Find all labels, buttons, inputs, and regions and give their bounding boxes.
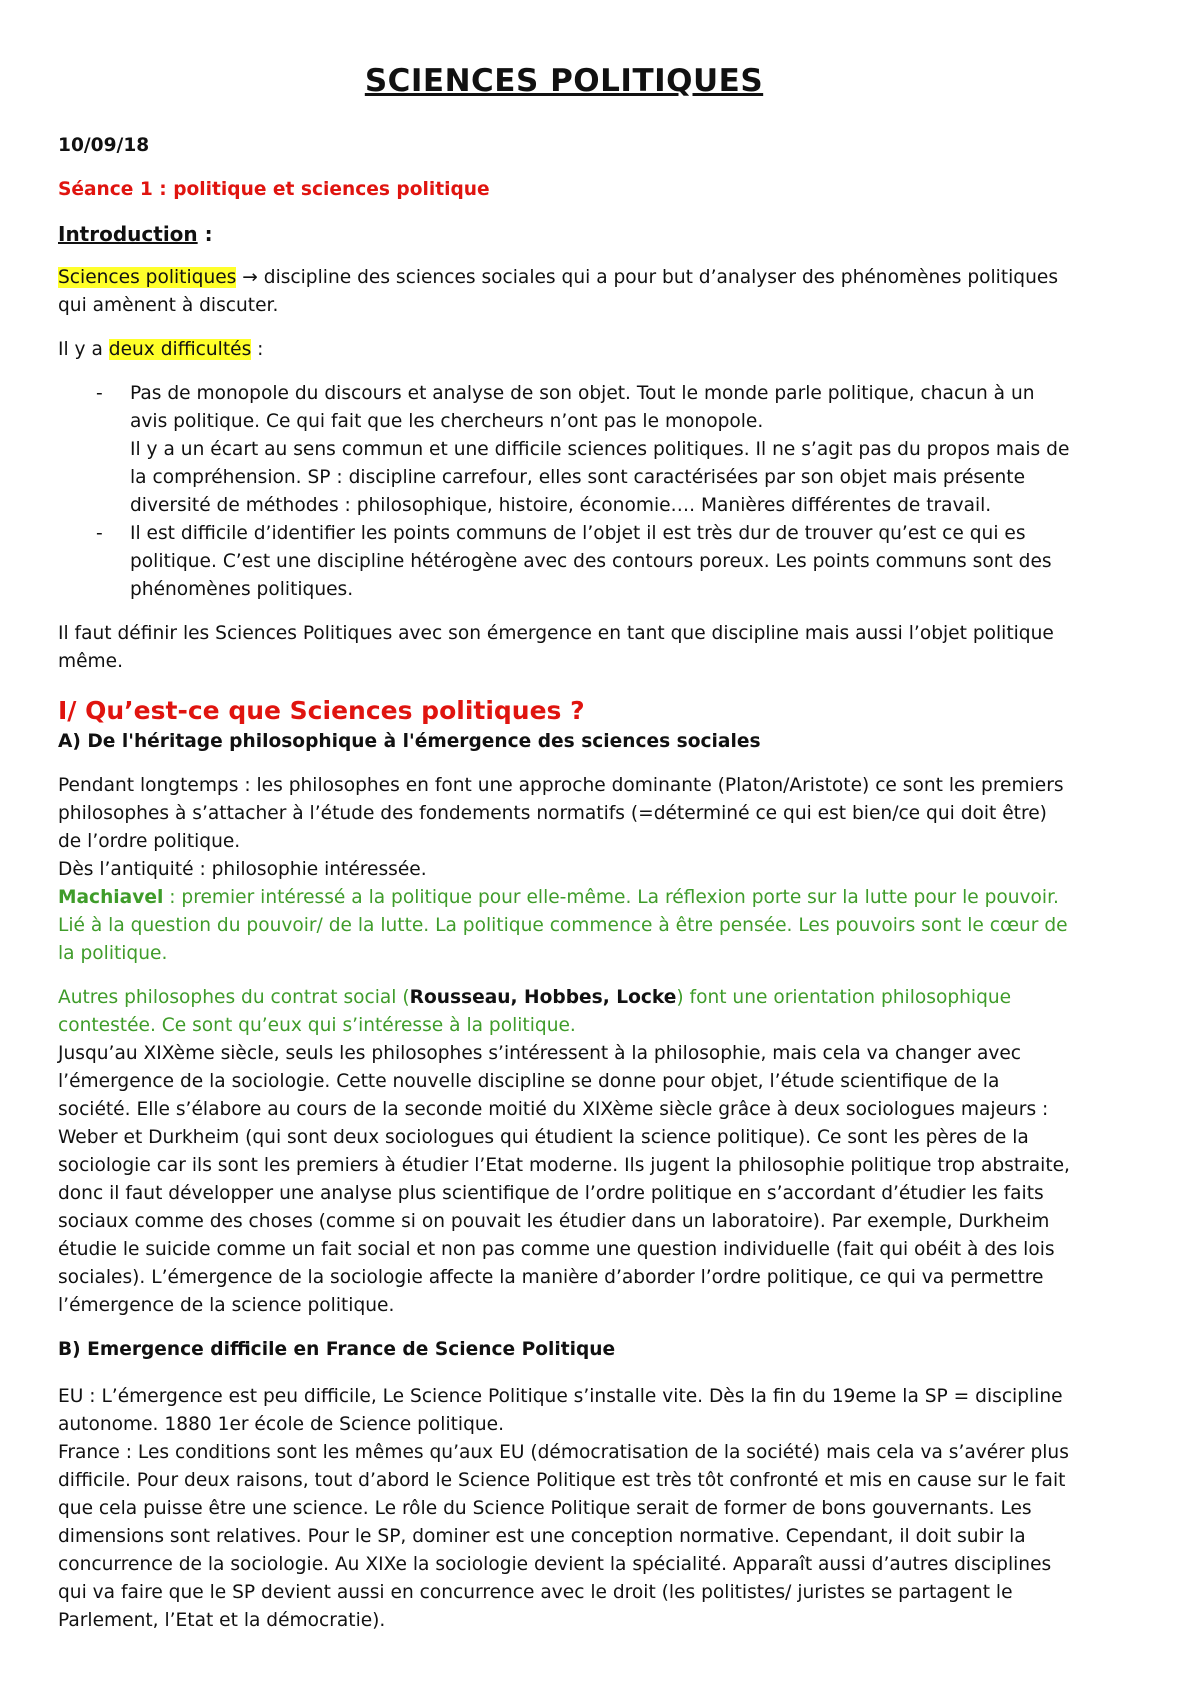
section-a-paragraph-3: Jusqu’au XIXème siècle, seuls les philosophes s’intéressent à la philosophie, mais cela va changer avec l’émergence de la sociologie. Cette nouvelle discipline se donne pour objet, l’étude scientifique de la société. Elle s’élabore au cours de la seconde moitié du XIXème siècle grâce à deux sociologues majeurs : Weber et Durkheim (qui sont deux sociologues qui étudient la science politique). Ce sont les pères de la sociologie car ils sont les premiers à étudier l’Etat moderne. Ils jugent la philosophie politique trop abstraite, donc il faut développer une analyse plus scientifique de l’ordre politique en s’accordant d’étudier les faits sociaux comme des choses (comme si on pouvait les étudier dans un laboratoire). Par exemple, Durkheim étudie le suicide comme un fait social et non pas comme une question individuelle (fait qui obéit à des lois sociales). L’émergence de la sociologie affecte la manière d’aborder l’ordre politique, ce qui va permettre l’émergence de la science politique. (58, 1043, 1070, 1316)
difficulties-list (58, 380, 1070, 604)
introduction-colon: : (197, 222, 213, 246)
rousseau-name: Rousseau (409, 987, 511, 1008)
contrat-text-2: ) font une orientation philosophique contestée. Ce sont qu’eux qui s’intéresse à la politique. (58, 987, 1012, 1036)
section-b-heading: B) Emergence difficile en France de Science Politique (58, 1339, 616, 1360)
section-b-paragraph-1: EU : L’émergence est peu difficile, Le Science Politique s’installe vite. Dès la fin du 19eme la SP = discipline autonome. 1880 1er école de Science politique. (58, 1385, 1063, 1435)
difficulties-prefix: Il y a (58, 339, 109, 360)
contrat-text-1: Autres philosophes du contrat social ( (58, 987, 410, 1008)
arrow-icon: → (236, 267, 264, 288)
name-separator: , (510, 987, 525, 1008)
introduction-heading (58, 220, 1070, 248)
section-a-paragraph-2: Dès l’antiquité : philosophie intéressée. (58, 859, 427, 880)
bullet-1-line-2: Il y a un écart au sens commun et une difficile sciences politiques. Il ne s’agit pas du propos mais de la compréhension. SP : discipline carrefour, elles sont caractérisées par son objet mais présente diversité de méthodes : philosophique, histoire, économie…. Manières différentes de travail. (130, 439, 1070, 516)
hobbes-name: Hobbes (524, 987, 603, 1008)
locke-name: Locke (616, 987, 677, 1008)
date: 10/09/18 (58, 135, 150, 156)
dash-bullet-icon: - (96, 383, 103, 404)
difficulties-term: deux difficultés (108, 339, 252, 360)
list-item (58, 380, 1070, 520)
definition-paragraph (58, 264, 1070, 320)
intro-conclusion: Il faut définir les Sciences Politiques avec son émergence en tant que discipline mais aussi l’objet politique même. (58, 623, 1054, 672)
document-title: SCIENCES POLITIQUES (364, 63, 764, 99)
section-b-paragraph-2: France : Les conditions sont les mêmes qu’aux EU (démocratisation de la société) mais cela va s’avérer plus difficile. Pour deux raisons, tout d’abord le Science Politique est très tôt confronté et mis en cause sur le fait que cela puisse être une science. Le rôle du Science Politique serait de former de bons gouvernants. Les dimensions sont relatives. Pour le SP, dominer est une conception normative. Cependant, il doit subir la concurrence de la sociologie. Au XIXe la sociologie devient la spécialité. Apparaît aussi d’autres disciplines qui va faire que le SP devient aussi en concurrence avec le droit (les politistes/ juristes se partagent le Parlement, l’Etat et la démocratie). (58, 1441, 1069, 1631)
bullet-1-line-1: Pas de monopole du discours et analyse de son objet. Tout le monde parle politique, chacun à un avis politique. Ce qui fait que les chercheurs n’ont pas le monopole. (130, 383, 1035, 432)
section-a-heading: A) De l'héritage philosophique à l'émergence des sciences sociales (58, 731, 761, 752)
difficulties-suffix: : (251, 339, 264, 360)
machiavel-text: : premier intéressé a la politique pour elle-même. La réflexion porte sur la lutte pour le pouvoir. Lié à la question du pouvoir/ de la lutte. La politique commence à être pensée. Les pouvoirs sont le cœur de la politique. (58, 887, 1068, 964)
part-1-heading: I/ Qu’est-ce que Sciences politiques ? (58, 696, 585, 725)
name-separator: , (602, 987, 617, 1008)
section-a-paragraph-1: Pendant longtemps : les philosophes en font une approche dominante (Platon/Aristote) ce sont les premiers philosophes à s’attacher à l’étude des fondements normatifs (=déterminé ce qui est bien/ce qui doit être) de l’ordre politique. (58, 775, 1064, 852)
bullet-2-text: Il est difficile d’identifier les points communs de l’objet il est très dur de trouver qu’est ce qui es politique. C’est une discipline hétérogène avec des contours poreux. Les points communs sont des phénomènes politiques. (130, 523, 1052, 600)
machiavel-paragraph (58, 884, 1070, 968)
dash-bullet-icon: - (96, 523, 103, 544)
difficulties-intro (58, 336, 1070, 364)
session-heading: Séance 1 : politique et sciences politique (58, 179, 490, 200)
definition-text: discipline des sciences sociales qui a pour but d’analyser des phénomènes politiques qui amènent à discuter. (58, 267, 1059, 316)
contrat-social-paragraph (58, 984, 1070, 1040)
machiavel-name: Machiavel (58, 887, 164, 908)
list-item (58, 520, 1070, 604)
definition-term: Sciences politiques (58, 267, 237, 288)
introduction-label: Introduction (58, 222, 198, 246)
